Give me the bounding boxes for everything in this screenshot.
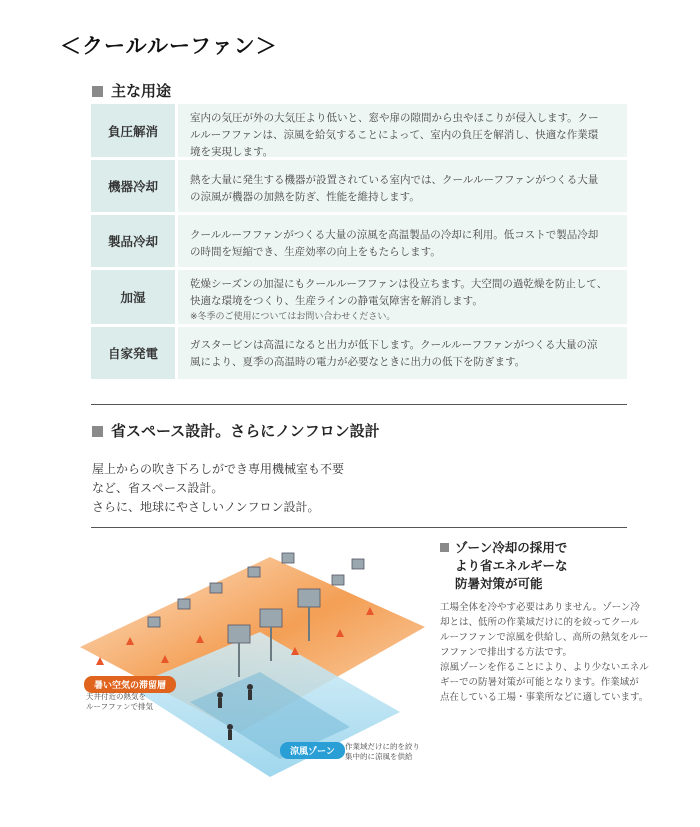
use-row-product-cooling: [91, 215, 627, 267]
use-row-equipment-cooling: [91, 160, 627, 212]
use-label: 加湿: [91, 270, 175, 324]
use-row-negative-pressure: [91, 104, 627, 157]
divider: [91, 527, 627, 528]
hot-layer-tag: 暑い空気の滞留層: [84, 676, 176, 693]
page-title: ＜クールルーファン＞: [60, 34, 278, 58]
use-label: 自家発電: [91, 327, 175, 379]
use-description: 室内の気圧が外の大気圧より低いと、窓や扉の隙間から虫やほこりが侵入します。クー ルルーフファンは、涼風を給気することによって、室内の負圧を解消し、快適な作業環 境を実現します。: [178, 104, 627, 157]
use-description: ガスタービンは高温になると出力が低下します。クールルーフファンがつくる大量の涼 風により、夏季の高温時の電力が必要なときに出力の低下を防ぎます。: [178, 327, 627, 379]
use-label: 負圧解消: [91, 104, 175, 157]
use-note: ※冬季のご使用についてはお問い合わせください。: [190, 312, 396, 322]
uses-table: [91, 104, 627, 382]
use-description: 熱を大量に発生する機器が設置されている室内では、クールルーフファンがつくる大量 の涼風が機器の加熱を防ぎ、性能を維持します。: [178, 160, 627, 212]
uses-heading: 主な用途: [92, 80, 171, 101]
hot-layer-note: 天井付近の熱気を ルーフファンで排気: [86, 692, 153, 711]
divider: [91, 404, 627, 405]
square-bullet-icon: [440, 543, 449, 552]
zone-heading: ゾーン冷却の採用で より省エネルギーな 防暑対策が可能: [440, 539, 568, 593]
use-label: 機器冷却: [91, 160, 175, 212]
use-row-humidification: [91, 270, 627, 324]
space-description: 屋上からの吹き下ろしができ専用機械室も不要 など、省スペース設計。 さらに、地球にやさしいノンフロン設計。: [92, 462, 345, 514]
space-heading: 省スペース設計。さらにノンフロン設計: [92, 420, 380, 441]
cool-zone-note: 作業域だけに的を絞り 集中的に涼風を供給: [345, 742, 420, 761]
use-description: クールルーフファンがつくる大量の涼風を高温製品の冷却に利用。低コストで製品冷却 の時間を短縮でき、生産効率の向上をもたらします。: [178, 215, 627, 267]
square-bullet-icon: [92, 86, 103, 97]
use-row-power-generation: [91, 327, 627, 379]
use-description: 乾燥シーズンの加湿にもクールルーフファンは役立ちます。大空間の過乾燥を防止して、 快適な環境をつくり、生産ラインの静電気障害を解消します。 ※冬季のご使用についてはお問い合わせください。: [178, 270, 627, 324]
use-label: 製品冷却: [91, 215, 175, 267]
zone-description: 工場全体を冷やす必要はありません。ゾーン冷 却とは、低所の作業域だけに的を絞ってクール ルーフファンで涼風を供給し、高所の熱気をルー フファンで排出する方法です。 涼風ゾーンを作ることにより、より少ないエネル ギーでの防暑対策が可能となります。作業域が 点在している工場・事業所などに適しています。: [440, 602, 649, 703]
square-bullet-icon: [92, 426, 103, 437]
cool-zone-tag: 涼風ゾーン: [280, 742, 345, 759]
